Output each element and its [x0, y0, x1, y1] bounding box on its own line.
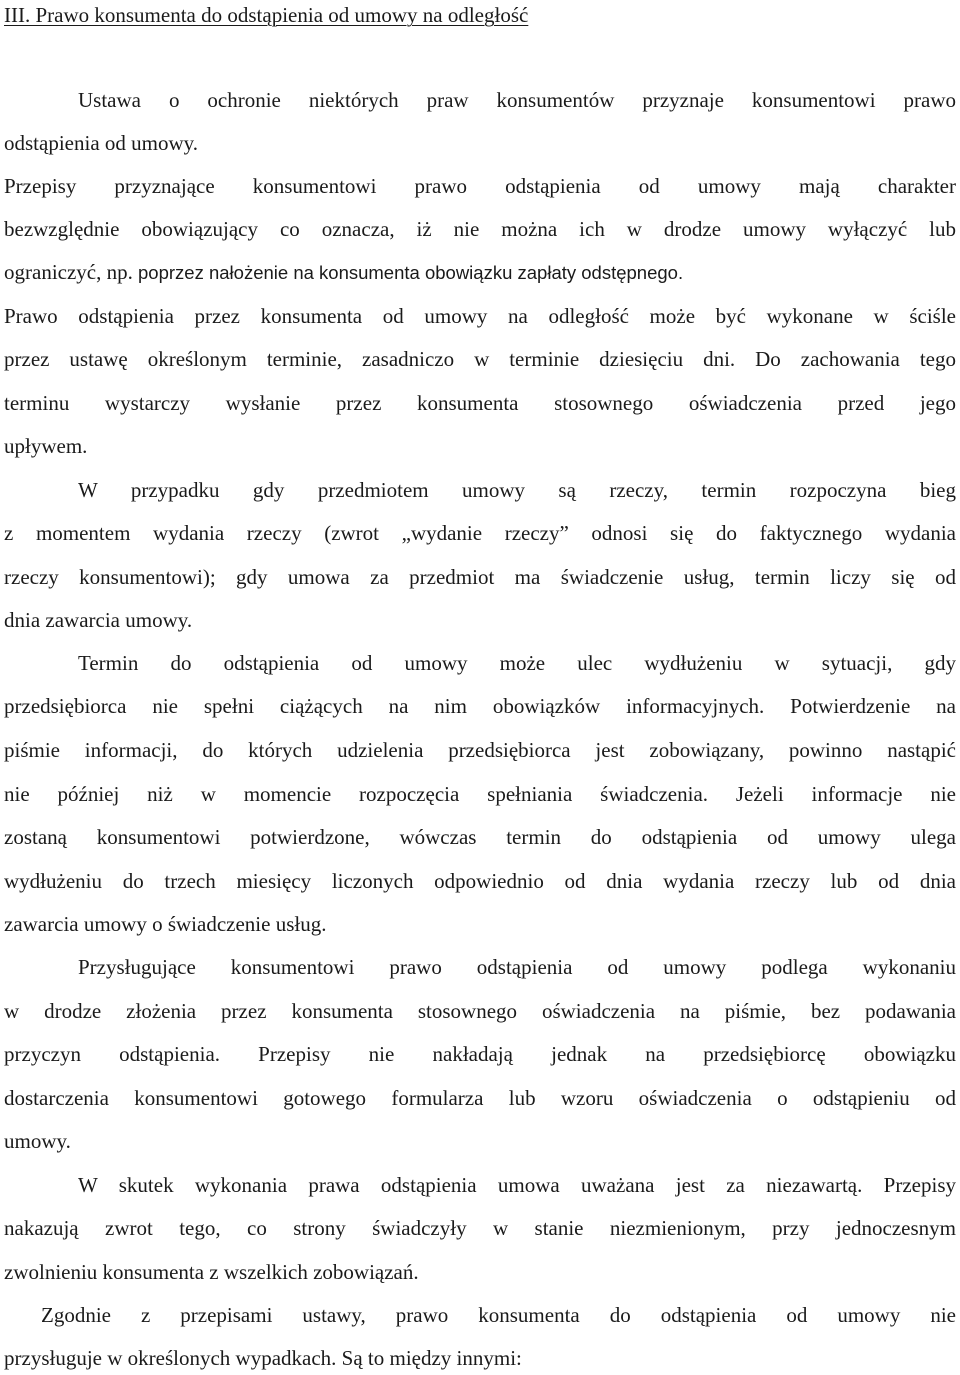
text-line: Termin do odstąpienia od umowy może ulec wydłużeniu w sytuacji, gdy — [78, 651, 956, 675]
text-line: przedsiębiorca nie spełni ciążących na nim obowiązków informacyjnych. Potwierdzenie na — [4, 694, 956, 718]
text-line: przysługuje w określonych wypadkach. Są to między innymi: — [4, 1346, 522, 1370]
text-line: przez ustawę określonym terminie, zasadniczo w terminie dziesięciu dni. Do zachowania tego — [4, 347, 956, 371]
text-line: Przepisy przyznające konsumentowi prawo odstąpienia od umowy mają charakter — [4, 174, 956, 198]
text-line: nie później niż w momencie rozpoczęcia spełniania świadczenia. Jeżeli informacje nie — [4, 782, 956, 806]
text-line: rzeczy konsumentowi); gdy umowa za przedmiot ma świadczenie usług, termin liczy się od — [4, 565, 956, 589]
text-segment: ograniczyć, np. — [4, 260, 133, 284]
text-line: terminu wystarczy wysłanie przez konsumenta stosownego oświadczenia przed jego — [4, 391, 956, 415]
text-line: zostaną konsumentowi potwierdzone, wówczas termin do odstąpienia od umowy ulega — [4, 825, 956, 849]
text-line: W skutek wykonania prawa odstąpienia umowa uważana jest za niezawartą. Przepisy — [78, 1173, 956, 1197]
text-line: bezwzględnie obowiązujący co oznacza, iż nie można ich w drodze umowy wyłączyć lub — [4, 217, 956, 241]
text-line: W przypadku gdy przedmiotem umowy są rzeczy, termin rozpoczyna bieg — [78, 478, 956, 502]
text-line: odstąpienia od umowy. — [4, 131, 199, 155]
text-line: dostarczenia konsumentowi gotowego formularza lub wzoru oświadczenia o odstąpieniu od — [4, 1086, 956, 1110]
text-line: Przysługujące konsumentowi prawo odstąpienia od umowy podlega wykonaniu — [78, 955, 956, 979]
text-line: Ustawa o ochronie niektórych praw konsumentów przyznaje konsumentowi prawo — [78, 88, 956, 112]
text-line: dnia zawarcia umowy. — [4, 608, 193, 632]
text-line: umowy. — [4, 1129, 71, 1153]
text-line: piśmie informacji, do których udzielenia przedsiębiorca jest zobowiązany, powinno nastąpić — [4, 738, 956, 762]
text-line: nakazują zwrot tego, co strony świadczyły w stanie niezmienionym, przy jednoczesnym — [4, 1216, 956, 1240]
text-line: wydłużeniu do trzech miesięcy liczonych odpowiednio od dnia wydania rzeczy lub od dnia — [4, 869, 956, 893]
text-line: Zgodnie z przepisami ustawy, prawo konsumenta do odstąpienia od umowy nie — [41, 1303, 956, 1327]
text-line: w drodze złożenia przez konsumenta stosownego oświadczenia na piśmie, bez podawania — [4, 999, 956, 1023]
text-line: zwolnieniu konsumenta z wszelkich zobowiązań. — [4, 1260, 419, 1284]
section-heading: III. Prawo konsumenta do odstąpienia od umowy na odległość — [4, 3, 529, 27]
text-line: z momentem wydania rzeczy (zwrot „wydanie rzeczy” odnosi się do faktycznego wydania — [4, 521, 956, 545]
text-line: Prawo odstąpienia przez konsumenta od umowy na odległość może być wykonane w ściśle — [4, 304, 956, 328]
text-line: przyczyn odstąpienia. Przepisy nie nakładają jednak na przedsiębiorcę obowiązku — [4, 1042, 956, 1066]
text-line: upływem. — [4, 434, 88, 458]
text-line: zawarcia umowy o świadczenie usług. — [4, 912, 327, 936]
text-line — [4, 256, 956, 289]
text-segment-sans: poprzez nałożenie na konsumenta obowiązku zapłaty odstępnego. — [132, 262, 684, 283]
